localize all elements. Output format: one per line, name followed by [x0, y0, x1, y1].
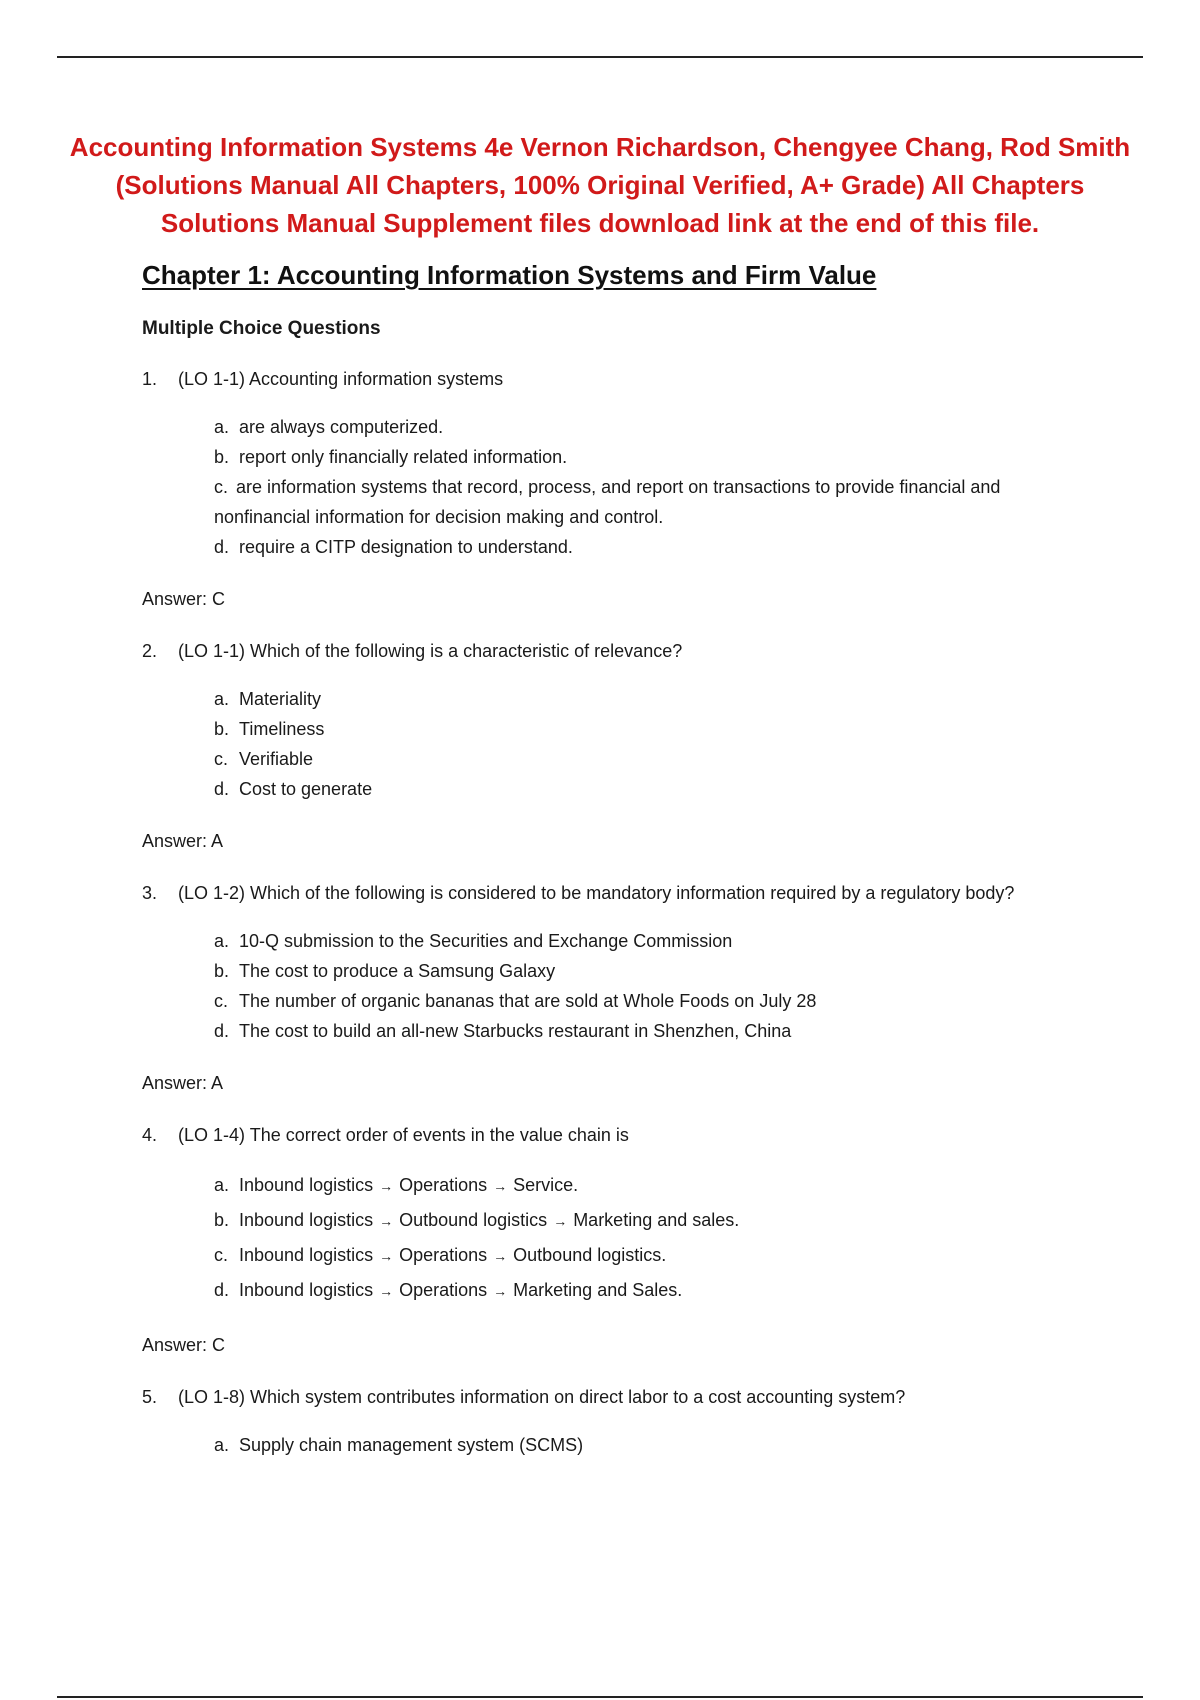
- option-c: [214, 744, 1062, 774]
- option-text: are information systems that record, process, and report on transactions to provide financial and nonfinancial information for decision making and control.: [214, 477, 1001, 527]
- option-step: Inbound logistics: [239, 1175, 374, 1195]
- option-c: [214, 1238, 1062, 1273]
- question-4: [142, 1120, 1062, 1150]
- option-letter: b.: [214, 1210, 230, 1230]
- chapter-title: Chapter 1: Accounting Information Systems and Firm Value: [142, 260, 877, 290]
- option-text: require a CITP designation to understand.: [239, 537, 573, 557]
- option-a: [214, 1168, 1062, 1203]
- option-c: [214, 472, 1062, 532]
- arrow-right-icon: →: [553, 1213, 568, 1229]
- option-text: The cost to build an all-new Starbucks restaurant in Shenzhen, China: [239, 1021, 792, 1041]
- option-step: Outbound logistics.: [513, 1245, 667, 1265]
- option-text: are always computerized.: [239, 417, 444, 437]
- bottom-rule: [57, 1696, 1143, 1698]
- option-step: Service.: [513, 1175, 579, 1195]
- question-text: (LO 1-8) Which system contributes information on direct labor to a cost accounting system?: [178, 1387, 906, 1407]
- question-1: [142, 364, 1062, 394]
- option-c: [214, 986, 1062, 1016]
- option-text: Verifiable: [239, 749, 314, 769]
- arrow-right-icon: →: [493, 1178, 508, 1194]
- option-text: report only financially related information.: [239, 447, 568, 467]
- question-5: [142, 1382, 1062, 1412]
- question-text: (LO 1-1) Which of the following is a characteristic of relevance?: [178, 641, 683, 661]
- arrow-right-icon: →: [379, 1248, 394, 1264]
- option-text: Supply chain management system (SCMS): [239, 1435, 584, 1455]
- arrow-right-icon: →: [379, 1213, 394, 1229]
- option-step: Operations: [399, 1280, 488, 1300]
- option-text: Cost to generate: [239, 779, 373, 799]
- option-letter: a.: [214, 417, 230, 437]
- option-text: Timeliness: [239, 719, 325, 739]
- option-step: Operations: [399, 1175, 488, 1195]
- option-letter: d.: [214, 537, 230, 557]
- question-number: 1.: [142, 369, 158, 389]
- answer-2: Answer: A: [142, 831, 224, 851]
- option-step: Inbound logistics: [239, 1245, 374, 1265]
- option-letter: c.: [214, 1245, 229, 1265]
- option-step: Inbound logistics: [239, 1210, 374, 1230]
- option-letter: d.: [214, 779, 230, 799]
- banner-line-2: (Solutions Manual All Chapters, 100% Original Verified, A+ Grade) All Chapters: [115, 170, 1085, 200]
- option-letter: b.: [214, 447, 230, 467]
- option-letter: b.: [214, 719, 230, 739]
- option-d: [214, 532, 1062, 562]
- question-number: 5.: [142, 1387, 158, 1407]
- option-text: The cost to produce a Samsung Galaxy: [239, 961, 556, 981]
- top-rule: [57, 56, 1143, 58]
- answer-4: Answer: C: [142, 1335, 226, 1355]
- arrow-right-icon: →: [493, 1248, 508, 1264]
- question-4-options: [142, 1168, 1062, 1308]
- question-text: (LO 1-2) Which of the following is considered to be mandatory information required by a regulatory body?: [178, 883, 1015, 903]
- arrow-right-icon: →: [493, 1283, 508, 1299]
- question-2: [142, 636, 1062, 666]
- header-banner: [40, 128, 1160, 242]
- option-a: [214, 926, 1062, 956]
- answer-3: Answer: A: [142, 1073, 224, 1093]
- answer-1: Answer: C: [142, 589, 226, 609]
- option-letter: b.: [214, 961, 230, 981]
- question-5-options: [142, 1430, 1062, 1460]
- option-letter: c.: [214, 991, 229, 1011]
- option-text: 10-Q submission to the Securities and Exchange Commission: [239, 931, 733, 951]
- question-number: 4.: [142, 1125, 158, 1145]
- option-d: [214, 1016, 1062, 1046]
- document-body: [142, 258, 1062, 1460]
- option-letter: a.: [214, 1435, 230, 1455]
- option-letter: c.: [214, 477, 229, 497]
- option-a: [214, 684, 1062, 714]
- option-d: [214, 1273, 1062, 1308]
- option-text: Materiality: [239, 689, 322, 709]
- option-d: [214, 774, 1062, 804]
- option-step: Operations: [399, 1245, 488, 1265]
- arrow-right-icon: →: [379, 1283, 394, 1299]
- question-text: (LO 1-4) The correct order of events in the value chain is: [178, 1125, 629, 1145]
- question-2-options: [142, 684, 1062, 804]
- question-text: (LO 1-1) Accounting information systems: [178, 369, 504, 389]
- option-letter: a.: [214, 931, 230, 951]
- option-letter: a.: [214, 1175, 230, 1195]
- question-number: 3.: [142, 883, 158, 903]
- option-b: [214, 956, 1062, 986]
- banner-line-3: Solutions Manual Supplement files download link at the end of this file.: [160, 208, 1040, 238]
- question-3: [142, 878, 1062, 908]
- option-step: Marketing and sales.: [573, 1210, 740, 1230]
- option-step: Inbound logistics: [239, 1280, 374, 1300]
- option-letter: c.: [214, 749, 229, 769]
- banner-line-1: Accounting Information Systems 4e Vernon Richardson, Chengyee Chang, Rod Smith: [69, 132, 1131, 162]
- option-b: [214, 714, 1062, 744]
- arrow-right-icon: →: [379, 1178, 394, 1194]
- option-letter: d.: [214, 1021, 230, 1041]
- option-text: The number of organic bananas that are sold at Whole Foods on July 28: [239, 991, 817, 1011]
- option-letter: d.: [214, 1280, 230, 1300]
- option-b: [214, 1203, 1062, 1238]
- section-title: Multiple Choice Questions: [142, 318, 381, 339]
- option-step: Outbound logistics: [399, 1210, 548, 1230]
- option-letter: a.: [214, 689, 230, 709]
- option-b: [214, 442, 1062, 472]
- option-step: Marketing and Sales.: [513, 1280, 683, 1300]
- option-a: [214, 1430, 1062, 1460]
- question-number: 2.: [142, 641, 158, 661]
- question-1-options: [142, 412, 1062, 562]
- question-3-options: [142, 926, 1062, 1046]
- option-a: [214, 412, 1062, 442]
